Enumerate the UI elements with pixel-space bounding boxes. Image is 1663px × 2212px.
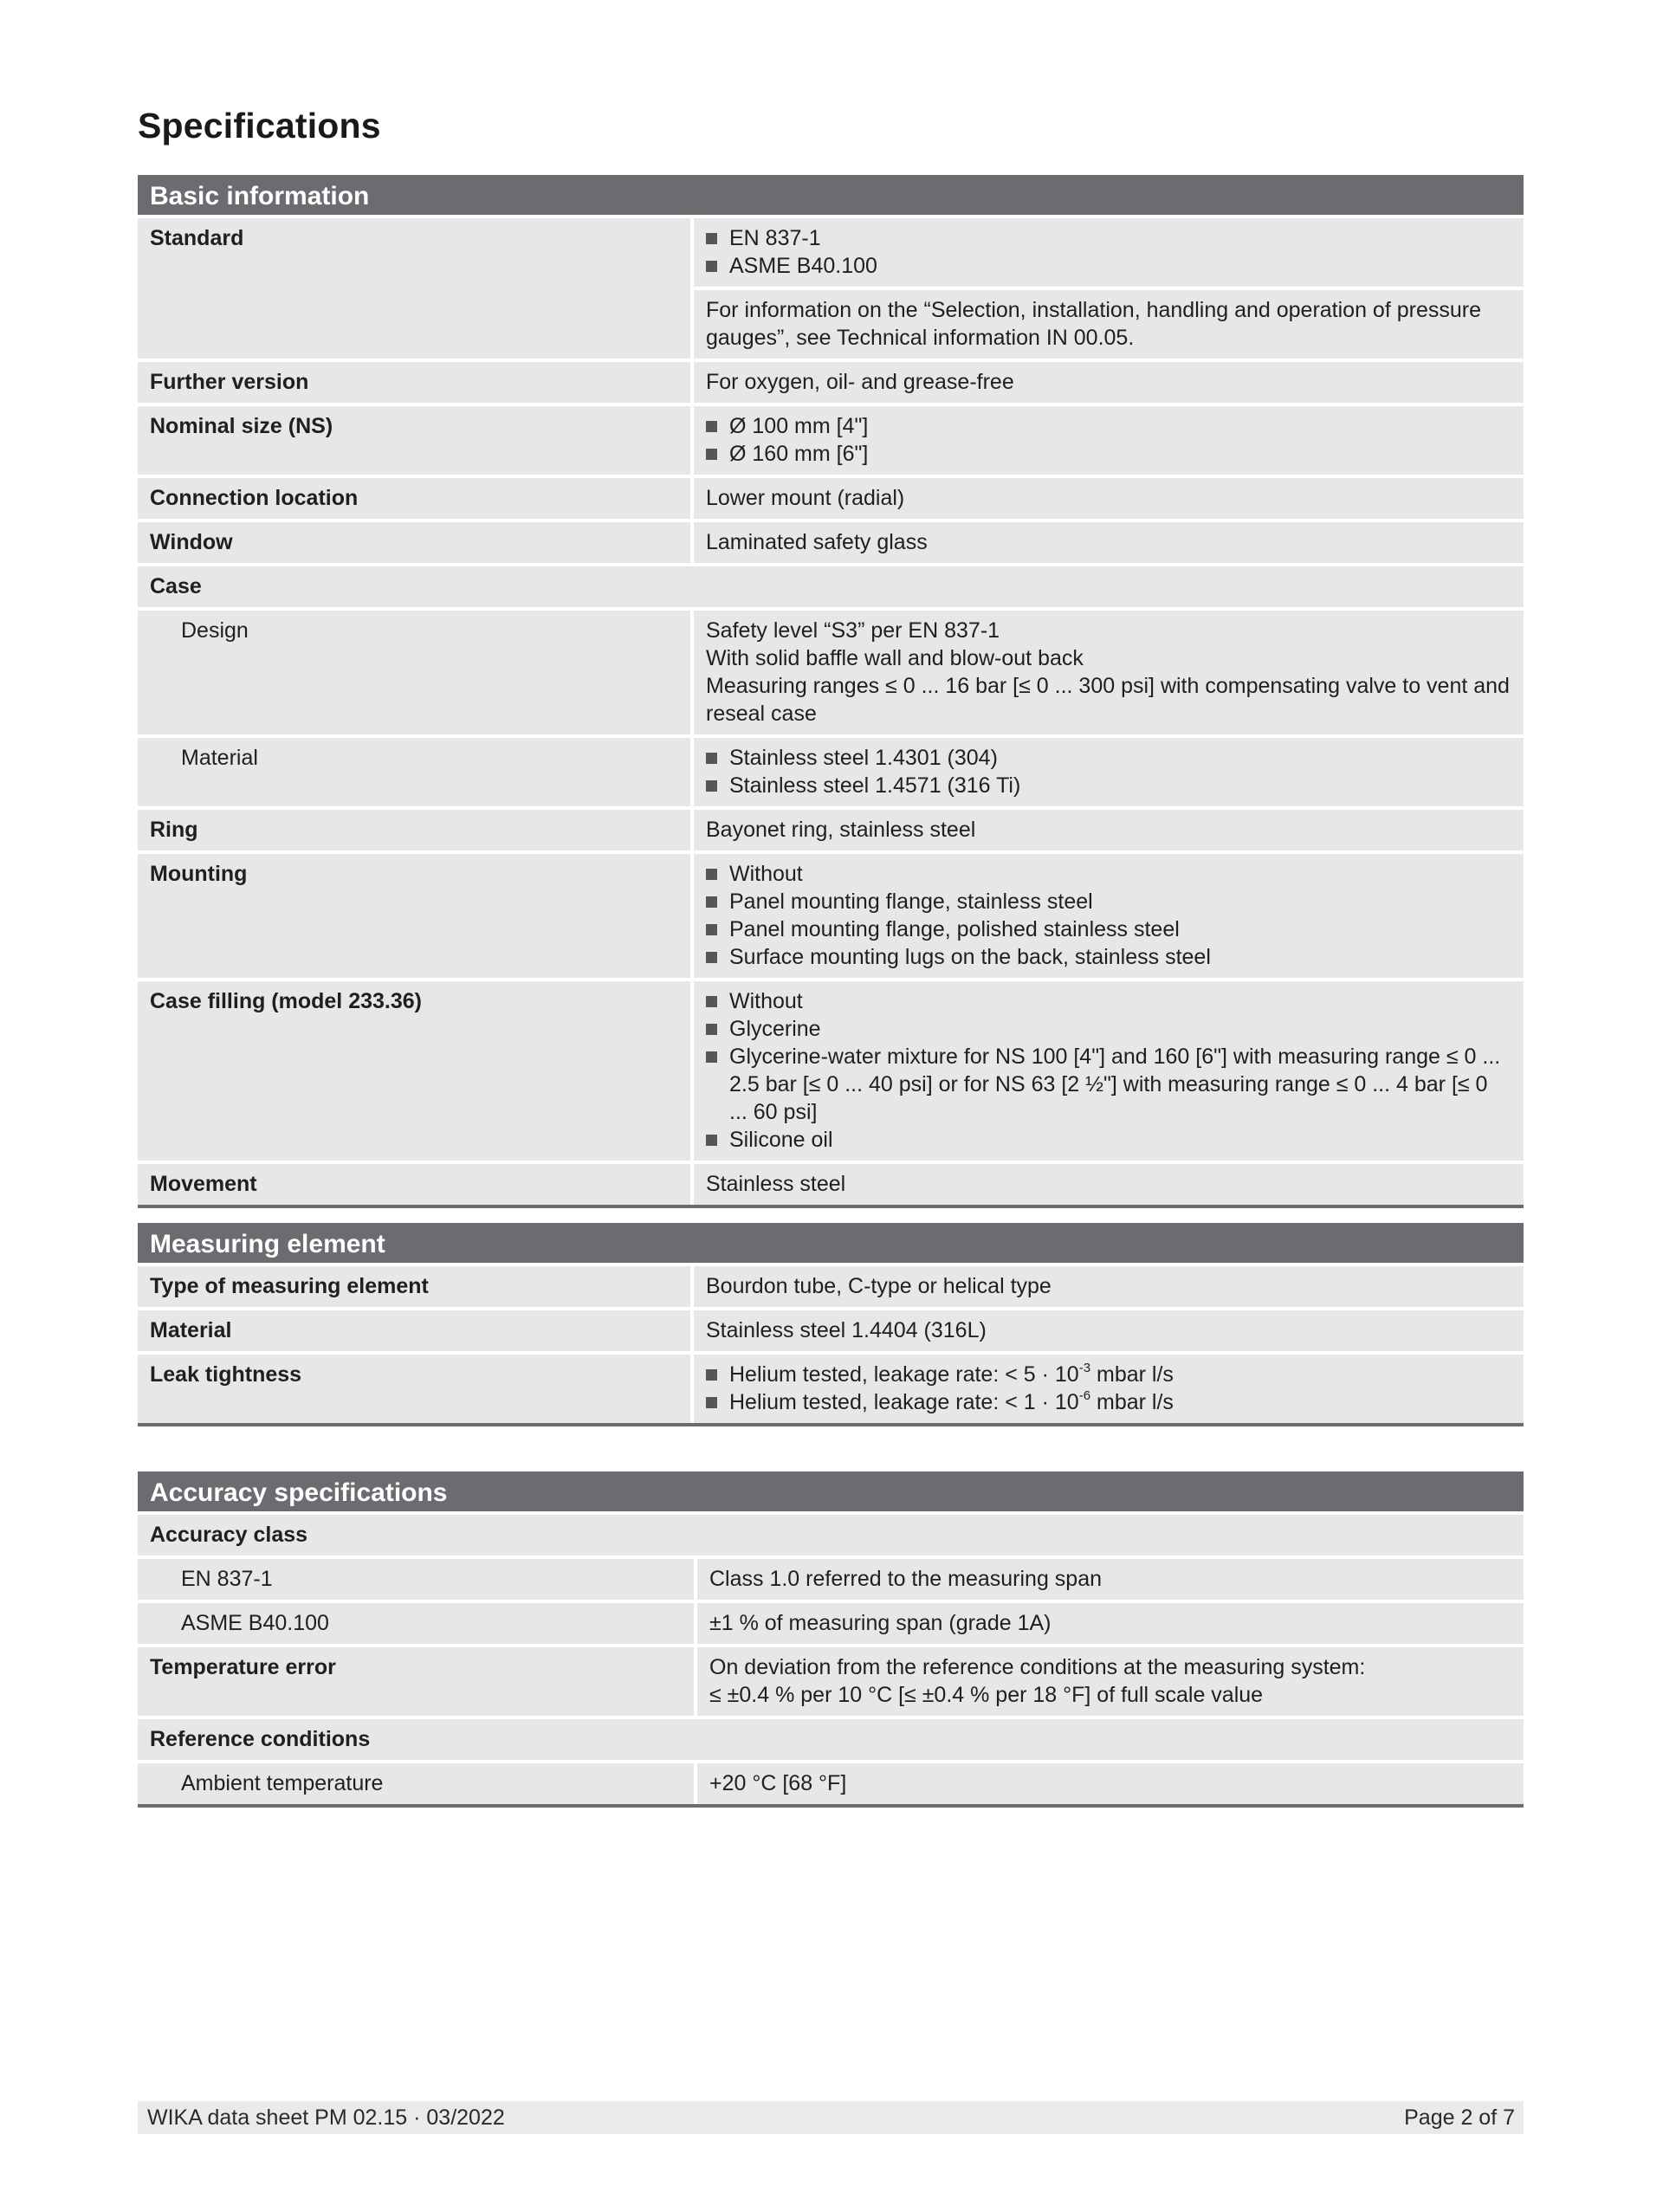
bullet-square-icon	[706, 896, 717, 908]
label-material: Material	[138, 738, 690, 806]
value-measuring-material: Stainless steel 1.4404 (316L)	[694, 1310, 1524, 1351]
list-item: Stainless steel 1.4301 (304)	[706, 744, 1511, 772]
list-item: Panel mounting flange, stainless steel	[706, 888, 1511, 915]
bullet-square-icon	[706, 1051, 717, 1063]
value-design: Safety level “S3” per EN 837-1 With solid baffle wall and blow-out back Measuring ranges ≤ 0 ... 16 bar [≤ 0 ... 300 psi] with compensating valve to vent and reseal case	[694, 611, 1524, 734]
row-reference-conditions	[138, 1716, 1524, 1760]
row-connection-location	[138, 475, 1524, 519]
label-standard: Standard	[138, 218, 690, 359]
row-case-material	[138, 734, 1524, 806]
row-type-of-measuring-element	[138, 1263, 1524, 1307]
row-asme-b40-100	[138, 1600, 1524, 1644]
list-item: Ø 160 mm [6"]	[706, 440, 1511, 468]
list-item: Helium tested, leakage rate: < $5 \cdot 10^{-3}$ mbar l/s	[706, 1361, 1511, 1388]
label-ambient-temperature: Ambient temperature	[138, 1763, 694, 1804]
label-en-837-1: EN 837-1	[138, 1559, 694, 1600]
bullet-square-icon	[706, 261, 717, 272]
label-window: Window	[138, 522, 690, 563]
label-temperature-error: Temperature error	[138, 1647, 694, 1716]
value-nominal-size	[694, 406, 1524, 475]
list-item: Glycerine	[706, 1015, 1511, 1043]
value-temperature-error: On deviation from the reference conditions at the measuring system: ≤ ±0.4 % per 10 °C [≤ ±0.4 % per 18 °F] of full scale value	[697, 1647, 1524, 1716]
measuring-element-table	[138, 1223, 1524, 1426]
section-header-accuracy: Accuracy specifications	[138, 1471, 1524, 1511]
section-header-measuring: Measuring element	[138, 1223, 1524, 1263]
bullet-square-icon	[706, 996, 717, 1007]
basic-information-table	[138, 175, 1524, 1208]
row-mounting	[138, 851, 1524, 978]
value-standard-list	[694, 218, 1524, 287]
value-standard-note: For information on the “Selection, installation, handling and operation of pressure gauges”, see Technical information IN 00.05.	[694, 287, 1524, 359]
bullet-square-icon	[706, 753, 717, 764]
footer-page-number: Page 2 of 7	[1404, 2105, 1515, 2130]
list-item: Glycerine-water mixture for NS 100 [4"] and 160 [6"] with measuring range ≤ 0 ... 2.5 bar [≤ 0 ... 40 psi] or for NS 63 [2 ½"] with measuring range ≤ 0 ... 4 bar [≤ 0 ... 60 psi]	[706, 1043, 1511, 1126]
accuracy-specifications-table	[138, 1471, 1524, 1808]
bullet-square-icon	[706, 1135, 717, 1146]
row-en-837-1	[138, 1556, 1524, 1600]
value-case-filling	[694, 981, 1524, 1161]
bullet-square-icon	[706, 869, 717, 880]
value-leak-tightness	[694, 1355, 1524, 1423]
value-en-837-1: Class 1.0 referred to the measuring span	[697, 1559, 1524, 1600]
value-material	[694, 738, 1524, 806]
value-movement: Stainless steel	[694, 1164, 1524, 1205]
row-ring	[138, 806, 1524, 851]
value-window: Laminated safety glass	[694, 522, 1524, 563]
row-movement	[138, 1161, 1524, 1208]
page-footer	[138, 2101, 1524, 2134]
value-further-version: For oxygen, oil- and grease-free	[694, 362, 1524, 403]
list-item: Stainless steel 1.4571 (316 Ti)	[706, 772, 1511, 799]
list-item: Panel mounting flange, polished stainless steel	[706, 915, 1511, 943]
bullet-square-icon	[706, 1397, 717, 1408]
row-temperature-error	[138, 1644, 1524, 1716]
bullet-square-icon	[706, 233, 717, 244]
label-connection-location: Connection location	[138, 478, 690, 519]
label-case-filling: Case filling (model 233.36)	[138, 981, 690, 1161]
row-standard	[138, 215, 1524, 359]
list-item: Without	[706, 987, 1511, 1015]
label-accuracy-class: Accuracy class	[138, 1515, 1524, 1556]
page-title: Specifications	[138, 106, 381, 146]
label-case: Case	[138, 566, 1524, 607]
label-ring: Ring	[138, 810, 690, 851]
value-type: Bourdon tube, C-type or helical type	[694, 1266, 1524, 1307]
row-leak-tightness	[138, 1351, 1524, 1426]
value-mounting	[694, 854, 1524, 978]
row-further-version	[138, 359, 1524, 403]
row-ambient-temperature	[138, 1760, 1524, 1808]
value-asme-b40-100: ±1 % of measuring span (grade 1A)	[697, 1603, 1524, 1644]
row-case-design	[138, 607, 1524, 734]
label-type: Type of measuring element	[138, 1266, 690, 1307]
bullet-square-icon	[706, 449, 717, 460]
label-leak-tightness: Leak tightness	[138, 1355, 690, 1423]
label-mounting: Mounting	[138, 854, 690, 978]
label-measuring-material: Material	[138, 1310, 690, 1351]
value-connection-location: Lower mount (radial)	[694, 478, 1524, 519]
bullet-square-icon	[706, 1024, 717, 1035]
list-item: ASME B40.100	[706, 252, 1511, 280]
list-item: Helium tested, leakage rate: < $1 \cdot 10^{-6}$ mbar l/s	[706, 1388, 1511, 1416]
list-item: Silicone oil	[706, 1126, 1511, 1154]
label-design: Design	[138, 611, 690, 734]
row-accuracy-class	[138, 1511, 1524, 1556]
bullet-square-icon	[706, 1369, 717, 1381]
list-item: Ø 100 mm [4"]	[706, 412, 1511, 440]
value-ambient-temperature: +20 °C [68 °F]	[697, 1763, 1524, 1804]
label-asme-b40-100: ASME B40.100	[138, 1603, 694, 1644]
label-reference-conditions: Reference conditions	[138, 1719, 1524, 1760]
bullet-square-icon	[706, 421, 717, 432]
row-case-filling	[138, 978, 1524, 1161]
label-further-version: Further version	[138, 362, 690, 403]
row-measuring-material	[138, 1307, 1524, 1351]
section-header-basic: Basic information	[138, 175, 1524, 215]
bullet-square-icon	[706, 780, 717, 792]
row-window	[138, 519, 1524, 563]
bullet-square-icon	[706, 924, 717, 935]
bullet-square-icon	[706, 952, 717, 963]
footer-document-id: WIKA data sheet PM 02.15 · 03/2022	[147, 2105, 505, 2130]
row-nominal-size	[138, 403, 1524, 475]
list-item: EN 837-1	[706, 224, 1511, 252]
label-movement: Movement	[138, 1164, 690, 1205]
list-item: Without	[706, 860, 1511, 888]
list-item: Surface mounting lugs on the back, stainless steel	[706, 943, 1511, 971]
value-ring: Bayonet ring, stainless steel	[694, 810, 1524, 851]
label-nominal-size: Nominal size (NS)	[138, 406, 690, 475]
row-case	[138, 563, 1524, 607]
